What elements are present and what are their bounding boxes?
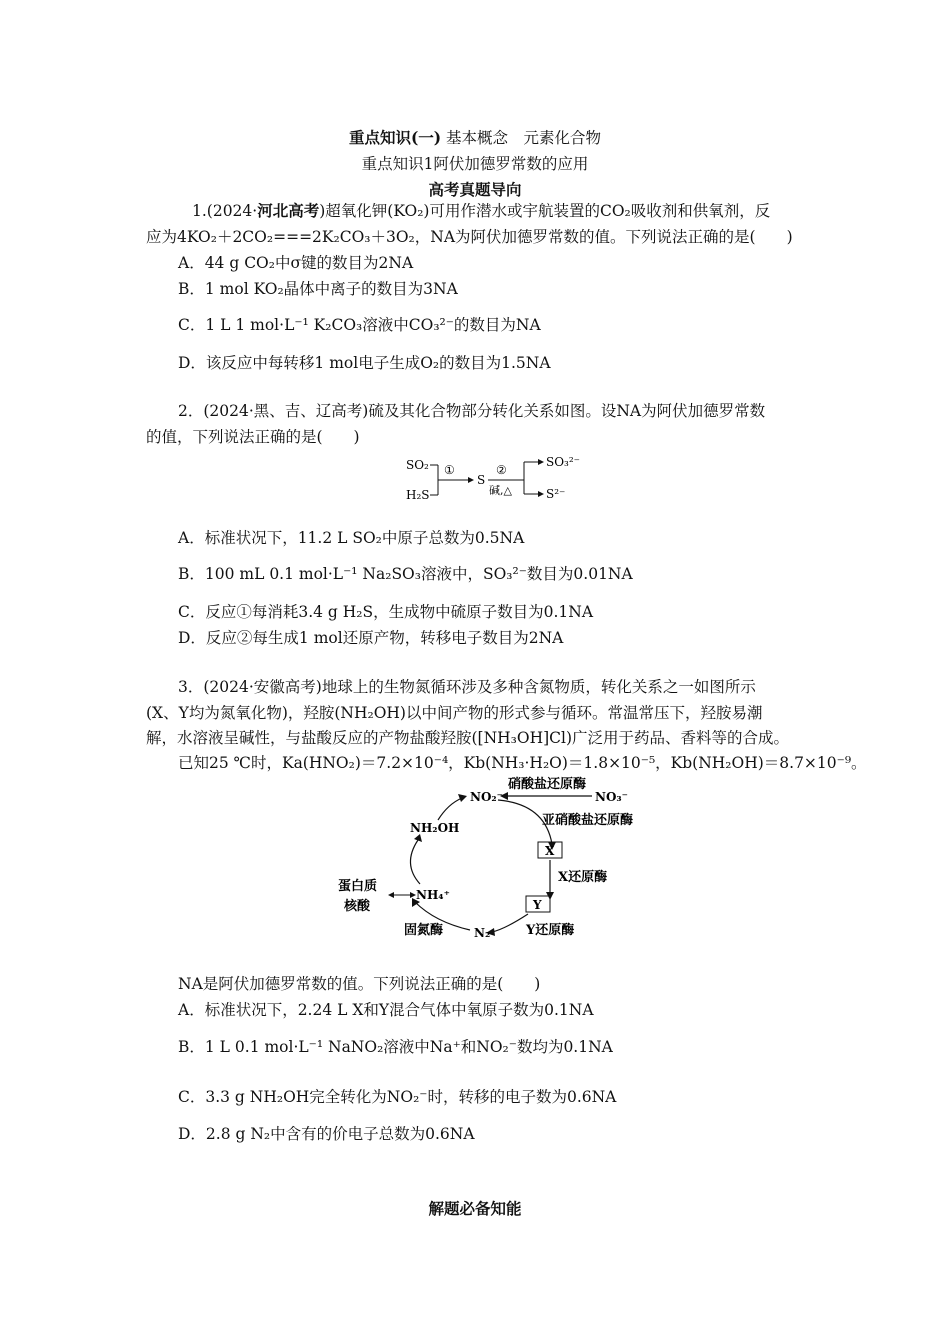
page-subtitle: 重点知识1阿伏加德罗常数的应用 (361, 155, 589, 173)
q1-option-b: B．1 mol KO₂晶体中离子的数目为3NA (178, 280, 458, 298)
q2-line1: 2．(2024·黑、吉、辽高考)硫及其化合物部分转化关系如图。设NA为阿伏加德罗常数 (178, 402, 766, 420)
diagram-so2: SO₂ (406, 458, 429, 472)
diagram-step2: ② (496, 463, 507, 477)
q3-stem: NA是阿伏加德罗常数的值。下列说法正确的是( ) (178, 975, 541, 993)
label-nitrogenase: 固氮酶 (404, 923, 444, 938)
sulfur-conversion-diagram (400, 450, 590, 510)
q3-option-c: C．3.3 g NH₂OH完全转化为NO₂⁻时，转移的电子数为0.6NA (178, 1088, 617, 1106)
node-n2: N₂ (474, 926, 491, 940)
label-nitrate-reductase: 硝酸盐还原酶 (508, 777, 587, 792)
diagram-step1: ① (444, 463, 455, 477)
q2-option-a: A．标准状况下，11.2 L SO₂中原子总数为0.5NA (178, 529, 525, 547)
q2-option-c: C．反应①每消耗3.4 g H₂S，生成物中硫原子数目为0.1NA (178, 603, 594, 621)
diagram-so3: SO₃²⁻ (546, 455, 581, 469)
nitrogen-cycle-diagram (330, 774, 660, 946)
q3-line2: (X、Y均为氮氧化物)，羟胺(NH₂OH)以中间产物的形式参与循环。常温常压下，羟胺易潮 (146, 704, 763, 722)
label-y-reductase: Y还原酶 (526, 923, 575, 938)
diagram-s2: S²⁻ (546, 487, 566, 501)
section-title: 高考真题导向 (428, 180, 522, 199)
node-protein: 蛋白质 (338, 879, 378, 894)
section-title-bottom: 解题必备知能 (428, 1199, 522, 1218)
node-nh2oh: NH₂OH (410, 821, 460, 835)
q3-line4: 已知25 ℃时，Ka(HNO₂)＝7.2×10⁻⁴，Kb(NH₃·H₂O)＝1.8×10⁻⁵，Kb(NH₂OH)＝8.7×10⁻⁹。 (178, 754, 867, 772)
q3-option-d: D．2.8 g N₂中含有的价电子总数为0.6NA (178, 1125, 475, 1143)
q3-line3: 解，水溶液呈碱性，与盐酸反应的产物盐酸羟胺([NH₃OH]Cl)广泛用于药品、香料等的合成。 (146, 729, 790, 747)
node-no3: NO₃⁻ (595, 790, 629, 804)
q1-line2: 应为4KO₂＋2CO₂===2K₂CO₃＋3O₂，NA为阿伏加德罗常数的值。下列说法正确的是( ) (146, 228, 793, 246)
q2-option-b: B．100 mL 0.1 mol·L⁻¹ Na₂SO₃溶液中，SO₃²⁻数目为0.01NA (178, 565, 633, 583)
q1-option-c: C．1 L 1 mol·L⁻¹ K₂CO₃溶液中CO₃²⁻的数目为NA (178, 316, 541, 334)
q3-option-a: A．标准状况下，2.24 L X和Y混合气体中氧原子数为0.1NA (178, 1001, 594, 1019)
diagram-s: S (477, 473, 486, 487)
q3-option-b: B．1 L 0.1 mol·L⁻¹ NaNO₂溶液中Na⁺和NO₂⁻数均为0.1NA (178, 1038, 613, 1056)
q1-line1: 1.(2024·河北高考)超氧化钾(KO₂)可用作潜水或宇航装置的CO₂吸收剂和供氧剂，反 (192, 201, 771, 220)
node-x: X (545, 844, 555, 858)
diagram-condition: 碱,△ (489, 484, 512, 497)
q3-line1: 3．(2024·安徽高考)地球上的生物氮循环涉及多种含氮物质，转化关系之一如图所示 (178, 678, 756, 696)
label-nitrite-reductase: 亚硝酸盐还原酶 (542, 813, 634, 828)
q1-option-a: A．44 g CO₂中σ键的数目为2NA (178, 254, 414, 272)
node-y: Y (533, 898, 542, 912)
q2-line2: 的值，下列说法正确的是( ) (146, 428, 360, 446)
node-no2: NO₂⁻ (470, 790, 504, 804)
node-nucleic-acid: 核酸 (344, 899, 371, 914)
node-nh4: NH₄⁺ (416, 888, 450, 902)
page-title: 重点知识(一) 基本概念 元素化合物 (348, 128, 602, 147)
label-x-reductase: X还原酶 (558, 870, 608, 885)
q1-option-d: D．该反应中每转移1 mol电子生成O₂的数目为1.5NA (178, 354, 551, 372)
diagram-h2s: H₂S (406, 488, 430, 502)
q2-option-d: D．反应②每生成1 mol还原产物，转移电子数目为2NA (178, 629, 564, 647)
